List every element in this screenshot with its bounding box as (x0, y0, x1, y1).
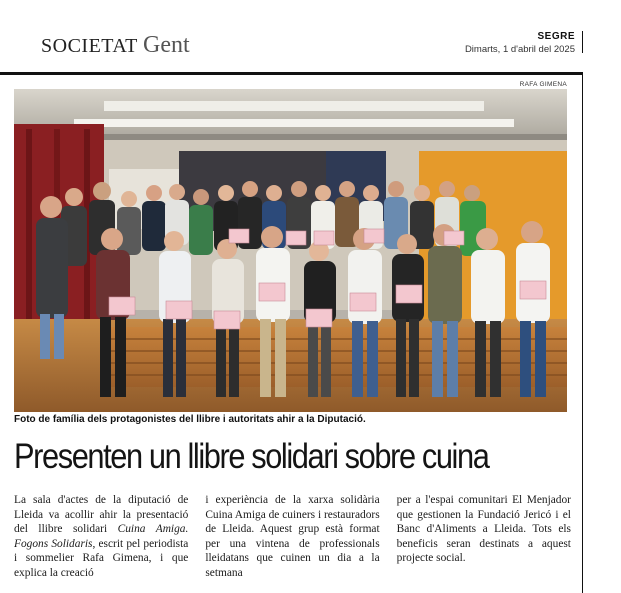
body-text: per a l'espai comunitari El Menjador que gestionen la Fundació Jericó i el Banc d'Aliments a Lleida. Tots els beneficis seran destinats a aquest projecte social. (396, 494, 571, 565)
publication-date: Dimarts, 1 d'abril del 2025 (464, 44, 575, 55)
top-rule (0, 72, 583, 75)
group-photo (14, 89, 567, 412)
body-text: i experiència de la xarxa solidària Cuina Amiga de cuiners i restauradors de Lleida. Aquest grup està format per una vintena de professionals lleidatans que cuinen un dia a la setmana (205, 494, 380, 579)
photo-caption: Foto de família dels protagonistes del llibre i autoritats ahir a la Diputació. (14, 414, 366, 425)
publication-info (465, 31, 575, 55)
article-body (14, 493, 571, 581)
book-title: Cuina Amiga. Fogons Solidaris (14, 523, 189, 550)
section-name: SOCIETAT (41, 35, 138, 57)
page-column-rule (582, 75, 583, 593)
body-text: La sala d'actes de la diputació de Lleida va acollir ahir la presentació del llibre solidari (14, 494, 189, 536)
body-text: , escrit pel periodista i sommelier Rafa Gimena, i que explica la creació (14, 537, 189, 579)
section-label (41, 32, 190, 59)
publication-name: SEGRE (537, 31, 575, 42)
header-divider (582, 31, 583, 53)
article-headline: Presenten un llibre solidari sobre cuina (14, 437, 489, 476)
article-column-2 (205, 493, 379, 581)
article-column-1 (14, 493, 188, 581)
article-column-3 (397, 493, 571, 581)
subsection-name: Gent (142, 32, 190, 58)
photo-credit: RAFA GIMENA (519, 81, 567, 88)
